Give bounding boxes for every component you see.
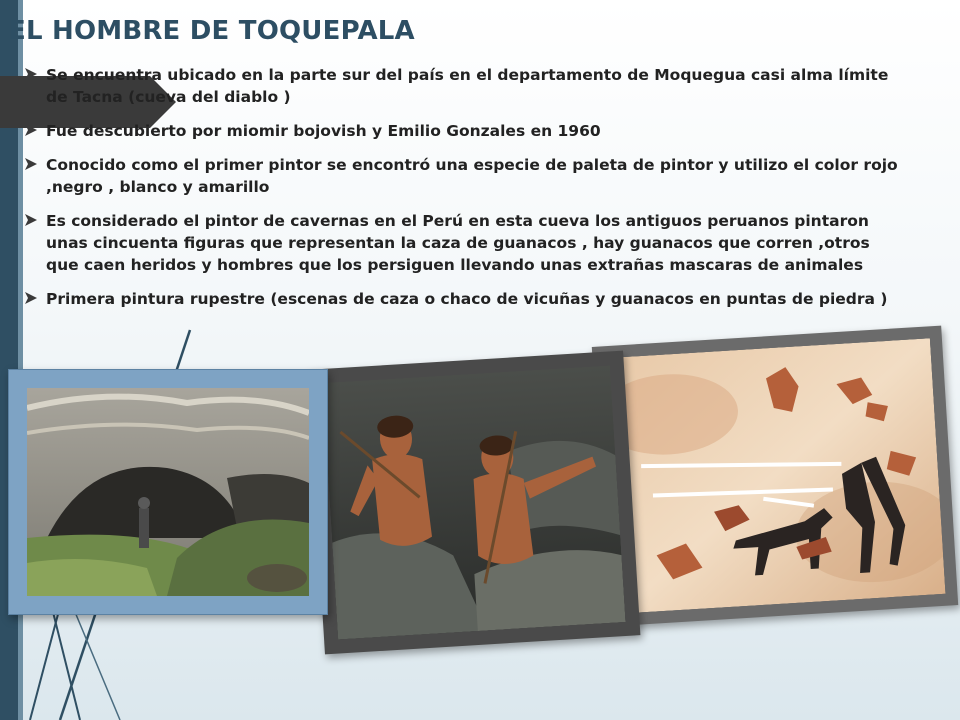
bullet-text: Fue descubierto por miomir bojovish y Emilio Gonzales en 1960 <box>46 122 601 140</box>
bullet-item <box>24 64 904 108</box>
prehistoric-men-photo <box>308 351 641 655</box>
bullet-text: Se encuentra ubicado en la parte sur del país en el departamento de Moquegua casi alma límite de Tacna (cueva del diablo ) <box>46 66 889 106</box>
bullet-item <box>24 154 904 198</box>
bullet-item <box>24 210 904 276</box>
arrow-bullet-icon <box>24 123 38 137</box>
arrow-bullet-icon <box>24 157 38 171</box>
bullet-text: Es considerado el pintor de cavernas en el Perú en esta cueva los antiguos peruanos pintaron unas cincuenta figuras que representan la caza de guanacos , hay guanacos que corren ,otros que caen heridos y hombres que los persiguen llevando unas extrañas mascaras de animales <box>46 212 870 274</box>
bullet-item <box>24 288 904 310</box>
arrow-bullet-icon <box>24 67 38 81</box>
bullet-text: Primera pintura rupestre (escenas de caza o chaco de vicuñas y guanacos en puntas de piedra ) <box>46 290 888 308</box>
rock-painting-photo <box>592 326 958 627</box>
bullet-text: Conocido como el primer pintor se encontró una especie de paleta de pintor y utilizo el color rojo ,negro , blanco y amarillo <box>46 156 898 196</box>
bullet-list <box>24 64 904 322</box>
slide-title: EL HOMBRE DE TOQUEPALA <box>8 16 415 46</box>
arrow-bullet-icon <box>24 291 38 305</box>
arrow-bullet-icon <box>24 213 38 227</box>
bullet-item <box>24 120 904 142</box>
cave-entrance-photo <box>8 369 328 615</box>
